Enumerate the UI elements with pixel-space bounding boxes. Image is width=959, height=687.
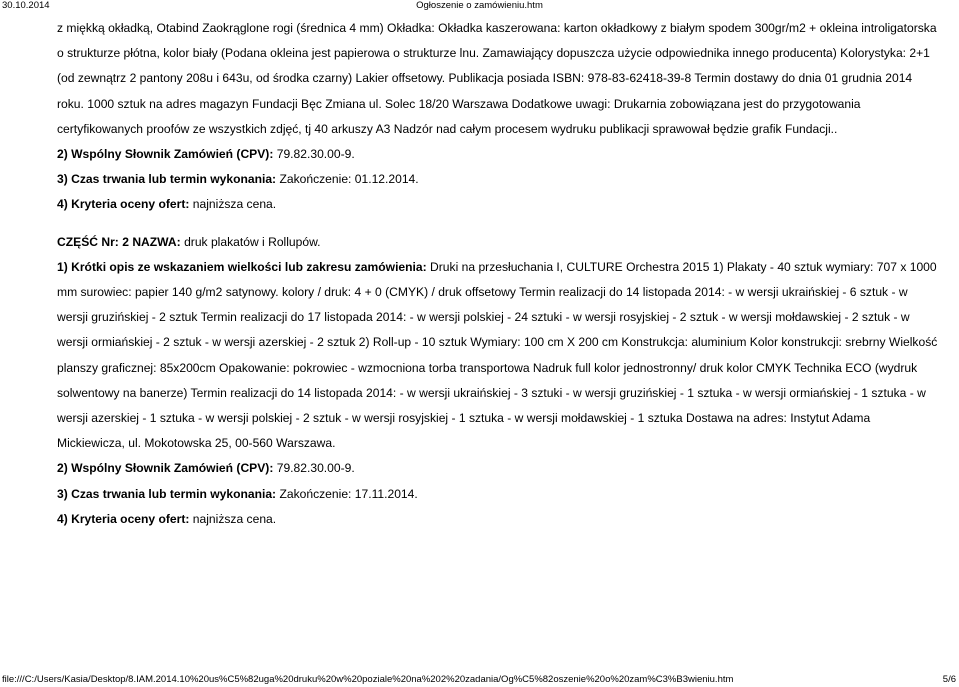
part2-heading bbox=[57, 230, 941, 255]
part2-description-label: 1) Krótki opis ze wskazaniem wielkości lub zakresu zamówienia: bbox=[57, 259, 427, 274]
part2-criteria-value: najniższa cena. bbox=[192, 511, 277, 526]
part2-cpv-value: 79.82.30.00-9. bbox=[276, 461, 355, 476]
file-url: file:///C:/Users/Kasia/Desktop/8.IAM.2014.10%20us%C5%82uga%20druku%20w%20poziale%20na%202%20zadania/Og%C5%82oszenie%20o%20zam%C3%B3wieniu.htm bbox=[2, 674, 734, 685]
part2-name: druk plakatów i Rollupów. bbox=[184, 234, 321, 249]
part1-description-continuation: z miękką okładką, Otabind Zaokrąglone rogi (średnica 4 mm) Okładka: Okładka kaszerowana: karton okładkowy z białym spodem 300gr/m2 + okleina introligatorska o strukturze płótna, kolor biały (Podana okleina jest papierowa o strukturze lnu. Zamawiający dopuszcza użycie odpowiednika innego producenta) Kolorystyka: 2+1 (od zewnątrz 2 pantony 208u i 643u, od środka czarny) Lakier offsetowy. Publikacja posiada ISBN: 978-83-62418-39-8 Termin dostawy do dnia 01 grudnia 2014 roku. 1000 sztuk na adres magazyn Fundacji Bęc Zmiana ul. Solec 18/20 Warszawa Dodatkowe uwagi: Drukarnia zobowiązana jest do przygotowania certyfikowanych proofów ze wszystkich zdjęć, tj 40 arkuszy A3 Nadzór nad całym procesem wydruku publikacji sprawował będzie grafik Fundacji.. bbox=[57, 21, 937, 136]
part1-cpv bbox=[57, 142, 941, 167]
print-header bbox=[0, 0, 959, 12]
part1-criteria bbox=[57, 192, 941, 217]
part2-number-label: CZĘŚĆ Nr: bbox=[57, 234, 119, 249]
part1-cpv-label: 2) Wspólny Słownik Zamówień (CPV): bbox=[57, 147, 274, 162]
document-body bbox=[57, 16, 941, 532]
part2-description-value: Druki na przesłuchania I, CULTURE Orchestra 2015 1) Plakaty - 40 sztuk wymiary: 707 x 1000 mm surowiec: papier 140 g/m2 satynowy. kolory / druk: 4 + 0 (CMYK) / druk offsetowy Termin realizacji do 14 listopada 2014: - w wersji ukraińskiej - 6 sztuk - w wersji gruzińskiej - 2 sztuk Termin realizacji do 17 listopada 2014: - w wersji polskiej - 24 sztuki - w wersji rosyjskiej - 2 sztuk - w wersji mołdawskiej - 2 sztuk - w wersji ormiańskiej - 2 sztuk - w wersji azerskiej - 2 sztuk 2) Roll-up - 10 sztuk Wymiary: 100 cm X 200 cm Konstrukcja: aluminium Kolor konstrukcji: srebrny Wielkość planszy graficznej: 85x200cm Opakowanie: pokrowiec - wzmocniona torba transportowa Nadruk full kolor jednostronny/ druk kolor CMYK Technika ECO (wydruk solwentowy na banerze) Termin realizacji do 14 listopada 2014: - w wersji ukraińskiej - 3 sztuki - w wersji gruzińskiej - 1 sztuka - w wersji ormiańskiej - 1 sztuka - w wersji azerskiej - 1 sztuka - w wersji polskiej - 2 sztuk - w wersji rosyjskiej - 1 sztuka - w wersji mołdawskiej - 1 sztuka Dostawa na adres: Instytut Adama Mickiewicza, ul. Mokotowska 25, 00-560 Warszawa. bbox=[57, 259, 938, 451]
part2-number: 2 bbox=[122, 234, 129, 249]
part2-term-value: Zakończenie: 17.11.2014. bbox=[279, 486, 418, 501]
part1-criteria-label: 4) Kryteria oceny ofert: bbox=[57, 197, 190, 212]
part1-criteria-value: najniższa cena. bbox=[192, 197, 277, 212]
part2-description bbox=[57, 255, 941, 457]
part2-cpv-label: 2) Wspólny Słownik Zamówień (CPV): bbox=[57, 461, 274, 476]
part1-term bbox=[57, 167, 941, 192]
page-number: 5/6 bbox=[942, 674, 956, 685]
part2-criteria bbox=[57, 507, 941, 532]
part1-cpv-value: 79.82.30.00-9. bbox=[276, 147, 355, 162]
print-footer bbox=[0, 673, 959, 686]
part2-term-label: 3) Czas trwania lub termin wykonania: bbox=[57, 486, 277, 501]
part1-term-label: 3) Czas trwania lub termin wykonania: bbox=[57, 172, 277, 187]
document-title: Ogłoszenie o zamówieniu.htm bbox=[416, 0, 543, 11]
section-spacer bbox=[57, 218, 941, 230]
part2-criteria-label: 4) Kryteria oceny ofert: bbox=[57, 511, 190, 526]
print-date: 30.10.2014 bbox=[2, 0, 50, 11]
part1-term-value: Zakończenie: 01.12.2014. bbox=[279, 172, 419, 187]
part2-name-label: NAZWA: bbox=[132, 234, 181, 249]
part2-cpv bbox=[57, 456, 941, 481]
part2-term bbox=[57, 482, 941, 507]
